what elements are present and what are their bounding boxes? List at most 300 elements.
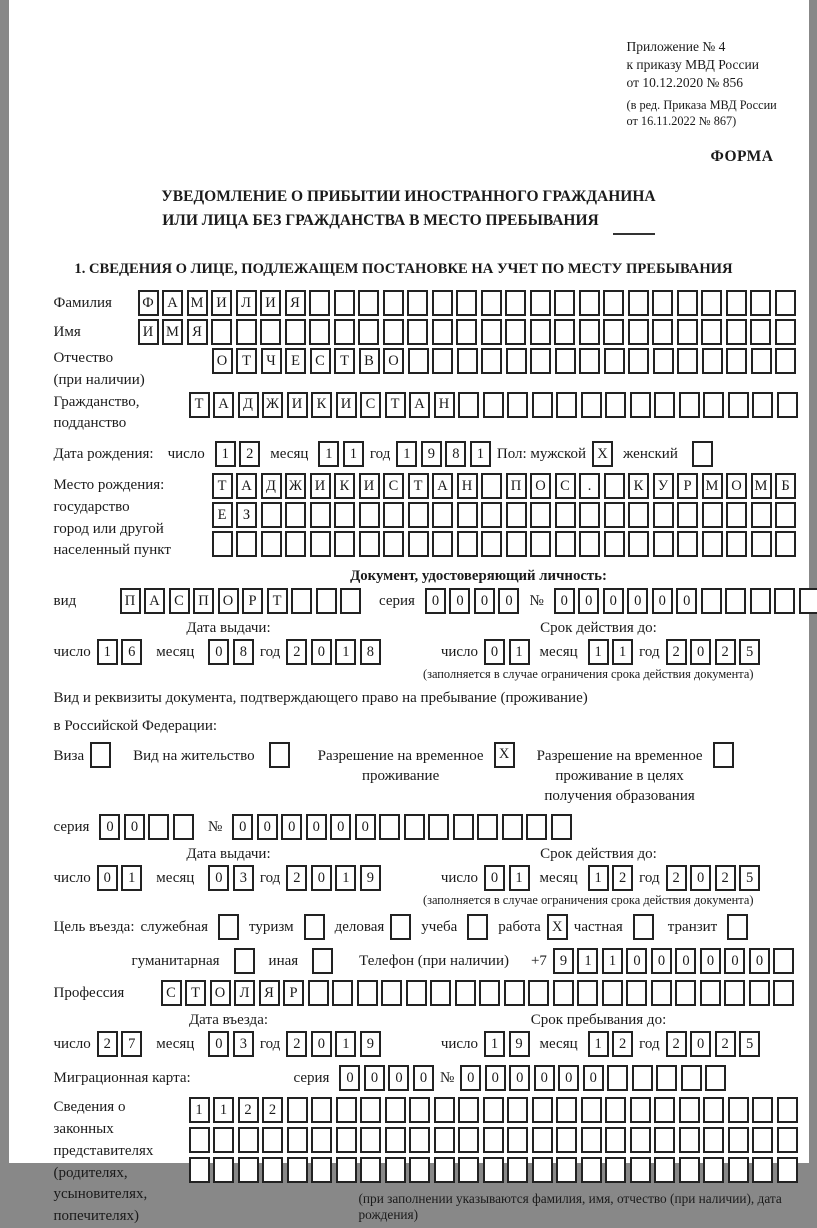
char-cell[interactable] [777, 1127, 798, 1153]
char-cell[interactable]: 9 [360, 865, 381, 891]
char-cell[interactable]: 0 [534, 1065, 555, 1091]
char-cell[interactable] [751, 348, 772, 374]
char-cell[interactable]: Р [283, 980, 304, 1006]
char-cell[interactable] [554, 319, 575, 345]
char-cell[interactable] [379, 814, 400, 840]
char-cell[interactable]: Я [285, 290, 306, 316]
char-cell[interactable] [456, 319, 477, 345]
char-cell[interactable] [752, 1097, 773, 1123]
char-cell[interactable] [605, 1157, 626, 1183]
char-cell[interactable]: 0 [306, 814, 327, 840]
char-cell[interactable]: А [213, 392, 234, 418]
char-cell[interactable] [603, 290, 624, 316]
purpose-business-checkbox[interactable] [390, 914, 411, 940]
char-cell[interactable] [359, 502, 380, 528]
char-cell[interactable] [555, 348, 576, 374]
char-cell[interactable]: Т [189, 392, 210, 418]
char-cell[interactable]: И [211, 290, 232, 316]
char-cell[interactable] [458, 1097, 479, 1123]
char-cell[interactable]: 9 [553, 948, 574, 974]
char-cell[interactable] [334, 290, 355, 316]
char-cell[interactable] [728, 1127, 749, 1153]
char-cell[interactable] [316, 588, 337, 614]
char-cell[interactable]: О [530, 473, 551, 499]
purpose-tourism-checkbox[interactable] [304, 914, 325, 940]
sex-male-checkbox[interactable]: X [592, 441, 613, 467]
char-cell[interactable] [506, 531, 527, 557]
char-cell[interactable]: 0 [676, 588, 697, 614]
char-cell[interactable]: 2 [238, 1097, 259, 1123]
char-cell[interactable] [630, 1127, 651, 1153]
purpose-private-checkbox[interactable] [633, 914, 654, 940]
char-cell[interactable] [428, 814, 449, 840]
char-cell[interactable]: 1 [509, 865, 530, 891]
char-cell[interactable]: 0 [498, 588, 519, 614]
char-cell[interactable] [309, 319, 330, 345]
char-cell[interactable]: Н [434, 392, 455, 418]
char-cell[interactable] [532, 1157, 553, 1183]
char-cell[interactable]: 8 [445, 441, 466, 467]
char-cell[interactable]: Т [267, 588, 288, 614]
rvp-checkbox[interactable]: X [494, 742, 515, 768]
char-cell[interactable]: 1 [588, 1031, 609, 1057]
char-cell[interactable] [383, 319, 404, 345]
char-cell[interactable] [406, 980, 427, 1006]
char-cell[interactable]: И [287, 392, 308, 418]
char-cell[interactable] [556, 1157, 577, 1183]
char-cell[interactable]: 1 [121, 865, 142, 891]
char-cell[interactable]: Б [775, 473, 796, 499]
char-cell[interactable] [773, 948, 794, 974]
char-cell[interactable] [750, 319, 771, 345]
char-cell[interactable] [605, 1097, 626, 1123]
char-cell[interactable] [679, 1157, 700, 1183]
char-cell[interactable] [285, 531, 306, 557]
char-cell[interactable]: 5 [739, 639, 760, 665]
char-cell[interactable]: М [187, 290, 208, 316]
char-cell[interactable]: 0 [124, 814, 145, 840]
char-cell[interactable] [358, 319, 379, 345]
char-cell[interactable] [777, 1097, 798, 1123]
char-cell[interactable] [700, 980, 721, 1006]
purpose-work-checkbox[interactable]: X [547, 914, 568, 940]
char-cell[interactable] [189, 1127, 210, 1153]
char-cell[interactable] [357, 980, 378, 1006]
char-cell[interactable] [652, 290, 673, 316]
char-cell[interactable]: А [144, 588, 165, 614]
char-cell[interactable] [775, 319, 796, 345]
char-cell[interactable] [457, 531, 478, 557]
char-cell[interactable]: 2 [715, 639, 736, 665]
char-cell[interactable] [530, 348, 551, 374]
char-cell[interactable] [799, 588, 817, 614]
char-cell[interactable] [261, 502, 282, 528]
char-cell[interactable] [311, 1157, 332, 1183]
char-cell[interactable] [702, 531, 723, 557]
char-cell[interactable]: 1 [97, 639, 118, 665]
char-cell[interactable]: 8 [233, 639, 254, 665]
char-cell[interactable] [458, 392, 479, 418]
char-cell[interactable] [530, 531, 551, 557]
char-cell[interactable]: И [310, 473, 331, 499]
char-cell[interactable]: 0 [449, 588, 470, 614]
char-cell[interactable]: Т [385, 392, 406, 418]
char-cell[interactable]: 1 [509, 639, 530, 665]
char-cell[interactable] [752, 1157, 773, 1183]
char-cell[interactable] [701, 290, 722, 316]
char-cell[interactable] [291, 588, 312, 614]
char-cell[interactable]: 6 [121, 639, 142, 665]
char-cell[interactable] [457, 348, 478, 374]
char-cell[interactable] [358, 290, 379, 316]
char-cell[interactable] [654, 392, 675, 418]
char-cell[interactable] [408, 348, 429, 374]
char-cell[interactable] [703, 1127, 724, 1153]
char-cell[interactable] [481, 473, 502, 499]
char-cell[interactable] [287, 1157, 308, 1183]
char-cell[interactable]: П [193, 588, 214, 614]
char-cell[interactable]: 0 [364, 1065, 385, 1091]
char-cell[interactable] [677, 502, 698, 528]
char-cell[interactable] [359, 531, 380, 557]
char-cell[interactable]: 0 [690, 865, 711, 891]
char-cell[interactable]: 0 [311, 865, 332, 891]
char-cell[interactable]: Л [236, 290, 257, 316]
char-cell[interactable]: Р [242, 588, 263, 614]
char-cell[interactable] [773, 980, 794, 1006]
char-cell[interactable] [749, 980, 770, 1006]
char-cell[interactable]: 3 [233, 865, 254, 891]
char-cell[interactable] [238, 1157, 259, 1183]
char-cell[interactable] [679, 392, 700, 418]
char-cell[interactable] [383, 502, 404, 528]
char-cell[interactable] [656, 1065, 677, 1091]
char-cell[interactable]: 0 [749, 948, 770, 974]
char-cell[interactable] [434, 1157, 455, 1183]
char-cell[interactable] [453, 814, 474, 840]
char-cell[interactable] [430, 980, 451, 1006]
char-cell[interactable] [238, 1127, 259, 1153]
char-cell[interactable]: 0 [675, 948, 696, 974]
char-cell[interactable] [602, 980, 623, 1006]
char-cell[interactable] [309, 290, 330, 316]
char-cell[interactable] [261, 531, 282, 557]
char-cell[interactable] [702, 348, 723, 374]
char-cell[interactable] [483, 1157, 504, 1183]
char-cell[interactable] [432, 502, 453, 528]
char-cell[interactable] [630, 392, 651, 418]
char-cell[interactable] [409, 1157, 430, 1183]
char-cell[interactable] [504, 980, 525, 1006]
char-cell[interactable] [383, 531, 404, 557]
char-cell[interactable] [507, 1157, 528, 1183]
char-cell[interactable]: Л [234, 980, 255, 1006]
char-cell[interactable] [775, 348, 796, 374]
char-cell[interactable] [385, 1157, 406, 1183]
char-cell[interactable] [751, 531, 772, 557]
char-cell[interactable] [385, 1097, 406, 1123]
char-cell[interactable] [455, 980, 476, 1006]
char-cell[interactable] [702, 502, 723, 528]
char-cell[interactable]: 0 [690, 1031, 711, 1057]
char-cell[interactable] [483, 1127, 504, 1153]
char-cell[interactable] [726, 502, 747, 528]
char-cell[interactable] [432, 348, 453, 374]
char-cell[interactable] [728, 1097, 749, 1123]
char-cell[interactable] [626, 980, 647, 1006]
char-cell[interactable] [553, 980, 574, 1006]
char-cell[interactable] [360, 1097, 381, 1123]
char-cell[interactable] [605, 1127, 626, 1153]
char-cell[interactable]: 0 [208, 1031, 229, 1057]
char-cell[interactable]: 1 [470, 441, 491, 467]
char-cell[interactable] [502, 814, 523, 840]
visa-checkbox[interactable] [90, 742, 111, 768]
char-cell[interactable] [334, 531, 355, 557]
char-cell[interactable]: 2 [97, 1031, 118, 1057]
char-cell[interactable] [677, 531, 698, 557]
char-cell[interactable] [653, 502, 674, 528]
char-cell[interactable]: С [555, 473, 576, 499]
char-cell[interactable]: 0 [339, 1065, 360, 1091]
char-cell[interactable] [285, 502, 306, 528]
char-cell[interactable] [654, 1157, 675, 1183]
char-cell[interactable] [630, 1157, 651, 1183]
char-cell[interactable] [752, 392, 773, 418]
char-cell[interactable]: 0 [484, 639, 505, 665]
char-cell[interactable] [632, 1065, 653, 1091]
char-cell[interactable] [526, 814, 547, 840]
char-cell[interactable]: З [236, 502, 257, 528]
char-cell[interactable] [407, 290, 428, 316]
char-cell[interactable] [477, 814, 498, 840]
char-cell[interactable]: А [236, 473, 257, 499]
char-cell[interactable]: 0 [627, 588, 648, 614]
char-cell[interactable] [605, 392, 626, 418]
char-cell[interactable] [751, 502, 772, 528]
char-cell[interactable]: 1 [602, 948, 623, 974]
char-cell[interactable] [408, 502, 429, 528]
char-cell[interactable]: Н [457, 473, 478, 499]
char-cell[interactable]: О [383, 348, 404, 374]
char-cell[interactable]: И [359, 473, 380, 499]
char-cell[interactable]: О [726, 473, 747, 499]
char-cell[interactable] [505, 290, 526, 316]
char-cell[interactable] [581, 1127, 602, 1153]
char-cell[interactable]: М [162, 319, 183, 345]
char-cell[interactable] [581, 392, 602, 418]
char-cell[interactable] [432, 531, 453, 557]
char-cell[interactable]: Я [259, 980, 280, 1006]
char-cell[interactable] [604, 502, 625, 528]
char-cell[interactable] [457, 502, 478, 528]
char-cell[interactable] [481, 502, 502, 528]
char-cell[interactable] [432, 290, 453, 316]
char-cell[interactable]: 0 [257, 814, 278, 840]
char-cell[interactable] [505, 319, 526, 345]
char-cell[interactable]: Т [408, 473, 429, 499]
char-cell[interactable] [726, 348, 747, 374]
char-cell[interactable] [551, 814, 572, 840]
char-cell[interactable]: В [359, 348, 380, 374]
char-cell[interactable] [311, 1097, 332, 1123]
char-cell[interactable]: 0 [651, 948, 672, 974]
char-cell[interactable] [383, 290, 404, 316]
char-cell[interactable]: 0 [311, 639, 332, 665]
char-cell[interactable] [381, 980, 402, 1006]
char-cell[interactable]: 0 [97, 865, 118, 891]
char-cell[interactable]: А [432, 473, 453, 499]
char-cell[interactable]: 0 [474, 588, 495, 614]
char-cell[interactable]: 1 [588, 639, 609, 665]
char-cell[interactable] [579, 348, 600, 374]
char-cell[interactable] [334, 319, 355, 345]
purpose-official-checkbox[interactable] [218, 914, 239, 940]
char-cell[interactable] [148, 814, 169, 840]
char-cell[interactable] [628, 502, 649, 528]
char-cell[interactable] [677, 319, 698, 345]
char-cell[interactable]: С [169, 588, 190, 614]
char-cell[interactable]: 1 [588, 865, 609, 891]
char-cell[interactable]: 0 [652, 588, 673, 614]
char-cell[interactable]: 1 [396, 441, 417, 467]
char-cell[interactable] [725, 588, 746, 614]
char-cell[interactable] [528, 980, 549, 1006]
char-cell[interactable] [173, 814, 194, 840]
char-cell[interactable] [726, 531, 747, 557]
char-cell[interactable]: 2 [715, 865, 736, 891]
char-cell[interactable]: 2 [612, 1031, 633, 1057]
purpose-humanitarian-checkbox[interactable] [234, 948, 255, 974]
char-cell[interactable] [385, 1127, 406, 1153]
char-cell[interactable]: 0 [99, 814, 120, 840]
char-cell[interactable]: А [409, 392, 430, 418]
char-cell[interactable] [603, 319, 624, 345]
char-cell[interactable] [530, 290, 551, 316]
char-cell[interactable]: Т [212, 473, 233, 499]
char-cell[interactable] [212, 531, 233, 557]
char-cell[interactable] [750, 290, 771, 316]
char-cell[interactable] [336, 1157, 357, 1183]
char-cell[interactable]: 2 [612, 865, 633, 891]
char-cell[interactable]: М [702, 473, 723, 499]
char-cell[interactable] [777, 1157, 798, 1183]
char-cell[interactable]: О [210, 980, 231, 1006]
char-cell[interactable]: 0 [509, 1065, 530, 1091]
char-cell[interactable] [675, 980, 696, 1006]
char-cell[interactable] [556, 1097, 577, 1123]
char-cell[interactable] [507, 392, 528, 418]
char-cell[interactable] [630, 1097, 651, 1123]
char-cell[interactable] [262, 1157, 283, 1183]
char-cell[interactable]: 0 [425, 588, 446, 614]
char-cell[interactable]: С [383, 473, 404, 499]
char-cell[interactable] [434, 1127, 455, 1153]
char-cell[interactable] [579, 531, 600, 557]
char-cell[interactable] [285, 319, 306, 345]
char-cell[interactable] [556, 392, 577, 418]
char-cell[interactable]: 1 [612, 639, 633, 665]
char-cell[interactable]: 1 [335, 1031, 356, 1057]
char-cell[interactable]: 0 [281, 814, 302, 840]
char-cell[interactable]: 1 [335, 639, 356, 665]
char-cell[interactable] [334, 502, 355, 528]
char-cell[interactable]: 5 [739, 1031, 760, 1057]
char-cell[interactable]: М [751, 473, 772, 499]
char-cell[interactable]: А [162, 290, 183, 316]
char-cell[interactable]: Ж [285, 473, 306, 499]
char-cell[interactable] [726, 319, 747, 345]
char-cell[interactable]: 2 [286, 1031, 307, 1057]
char-cell[interactable]: 0 [583, 1065, 604, 1091]
char-cell[interactable] [681, 1065, 702, 1091]
char-cell[interactable]: 0 [690, 639, 711, 665]
char-cell[interactable]: Т [185, 980, 206, 1006]
char-cell[interactable] [555, 502, 576, 528]
char-cell[interactable] [213, 1127, 234, 1153]
char-cell[interactable]: 0 [413, 1065, 434, 1091]
char-cell[interactable] [775, 502, 796, 528]
char-cell[interactable]: О [218, 588, 239, 614]
char-cell[interactable] [336, 1127, 357, 1153]
char-cell[interactable] [703, 1097, 724, 1123]
char-cell[interactable] [409, 1127, 430, 1153]
char-cell[interactable]: 2 [666, 1031, 687, 1057]
char-cell[interactable]: 0 [208, 639, 229, 665]
char-cell[interactable]: 1 [484, 1031, 505, 1057]
char-cell[interactable] [628, 531, 649, 557]
char-cell[interactable]: Ж [262, 392, 283, 418]
char-cell[interactable] [604, 473, 625, 499]
char-cell[interactable] [211, 319, 232, 345]
char-cell[interactable] [554, 290, 575, 316]
char-cell[interactable]: 2 [286, 865, 307, 891]
char-cell[interactable]: 0 [330, 814, 351, 840]
char-cell[interactable] [530, 502, 551, 528]
char-cell[interactable] [332, 980, 353, 1006]
char-cell[interactable]: 7 [121, 1031, 142, 1057]
char-cell[interactable] [236, 531, 257, 557]
char-cell[interactable] [628, 319, 649, 345]
char-cell[interactable]: 0 [460, 1065, 481, 1091]
char-cell[interactable] [604, 348, 625, 374]
char-cell[interactable] [432, 319, 453, 345]
char-cell[interactable]: 0 [388, 1065, 409, 1091]
char-cell[interactable]: 9 [509, 1031, 530, 1057]
sex-female-checkbox[interactable] [692, 441, 713, 467]
char-cell[interactable]: 0 [626, 948, 647, 974]
char-cell[interactable] [481, 319, 502, 345]
char-cell[interactable]: 0 [554, 588, 575, 614]
char-cell[interactable]: Ч [261, 348, 282, 374]
char-cell[interactable] [654, 1097, 675, 1123]
char-cell[interactable]: 0 [355, 814, 376, 840]
char-cell[interactable]: 2 [715, 1031, 736, 1057]
char-cell[interactable]: 0 [724, 948, 745, 974]
char-cell[interactable] [481, 290, 502, 316]
char-cell[interactable]: К [334, 473, 355, 499]
char-cell[interactable] [311, 1127, 332, 1153]
char-cell[interactable]: 1 [213, 1097, 234, 1123]
char-cell[interactable] [408, 531, 429, 557]
char-cell[interactable] [607, 1065, 628, 1091]
char-cell[interactable]: П [506, 473, 527, 499]
char-cell[interactable]: . [579, 473, 600, 499]
char-cell[interactable]: 1 [577, 948, 598, 974]
char-cell[interactable] [677, 290, 698, 316]
char-cell[interactable] [705, 1065, 726, 1091]
char-cell[interactable]: 2 [286, 639, 307, 665]
